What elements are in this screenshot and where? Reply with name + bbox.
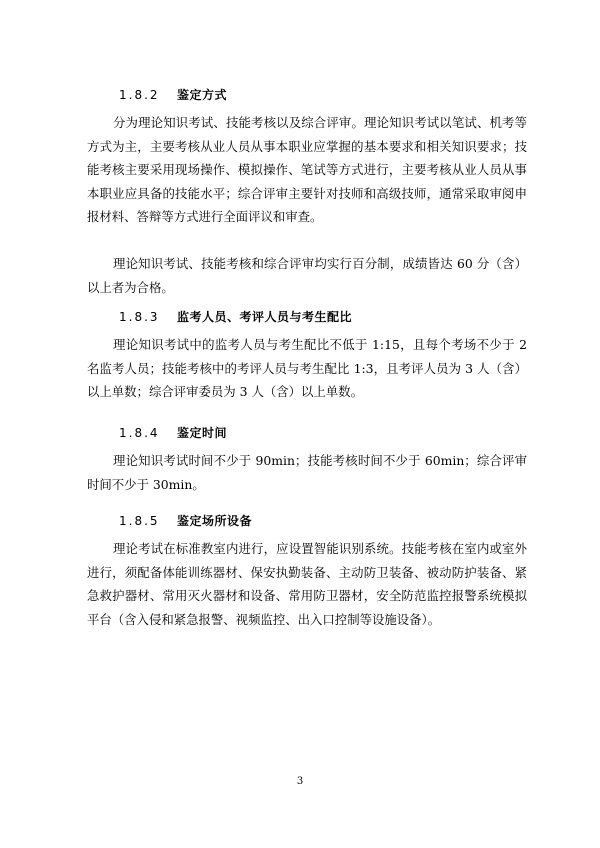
paragraph: 理论知识考试、技能考核和综合评审均实行百分制，成绩皆达 60 分（含）以上者为合格。: [87, 256, 527, 295]
section-number: 1.8.2: [119, 88, 160, 102]
section-heading-1-8-2: [119, 86, 227, 103]
section-number: 1.8.5: [119, 514, 160, 528]
section-title: 鉴定场所设备: [177, 514, 253, 528]
paragraph: 理论知识考试时间不少于 90min；技能考核时间不少于 60min；综合评审时间不少于 30min。: [87, 453, 527, 492]
section-heading-1-8-4: [119, 424, 227, 441]
section-title: 鉴定时间: [177, 426, 228, 440]
section-number: 1.8.4: [119, 426, 160, 440]
paragraph: 理论考试在标准教室内进行，应设置智能识别系统。技能考核在室内或室外进行，须配备体能训练器材、保安执勤装备、主动防卫装备、被动防护装备、紧急救护器材、常用灭火器材和设备、常用防卫器材，安全防范监控报警系统模拟平台（含入侵和紧急报警、视频监控、出入口控制等设施设备）。: [87, 541, 527, 627]
paragraph: 分为理论知识考试、技能考核以及综合评审。理论知识考试以笔试、机考等方式为主，主要考核从业人员从事本职业应掌握的基本要求和相关知识要求；技能考核主要采用现场操作、模拟操作、笔试等方式进行，主要考核从业人员从事本职业应具备的技能水平；综合评审主要针对技师和高级技师，通常采取审阅申报材料、答辩等方式进行全面评议和审查。: [87, 115, 527, 225]
section-heading-1-8-5: [119, 512, 252, 529]
section-heading-1-8-3: [119, 308, 352, 325]
page-number: 3: [296, 776, 304, 787]
paragraph: 理论知识考试中的监考人员与考生配比不低于 1:15，且每个考场不少于 2 名监考人员；技能考核中的考评人员与考生配比 1:3，且考评人员为 3 人（含）以上单数；综合评审委员为 3 人（含）以上单数。: [87, 337, 527, 400]
section-number: 1.8.3: [119, 310, 160, 324]
section-title: 监考人员、考评人员与考生配比: [177, 310, 353, 324]
section-title: 鉴定方式: [177, 88, 228, 102]
